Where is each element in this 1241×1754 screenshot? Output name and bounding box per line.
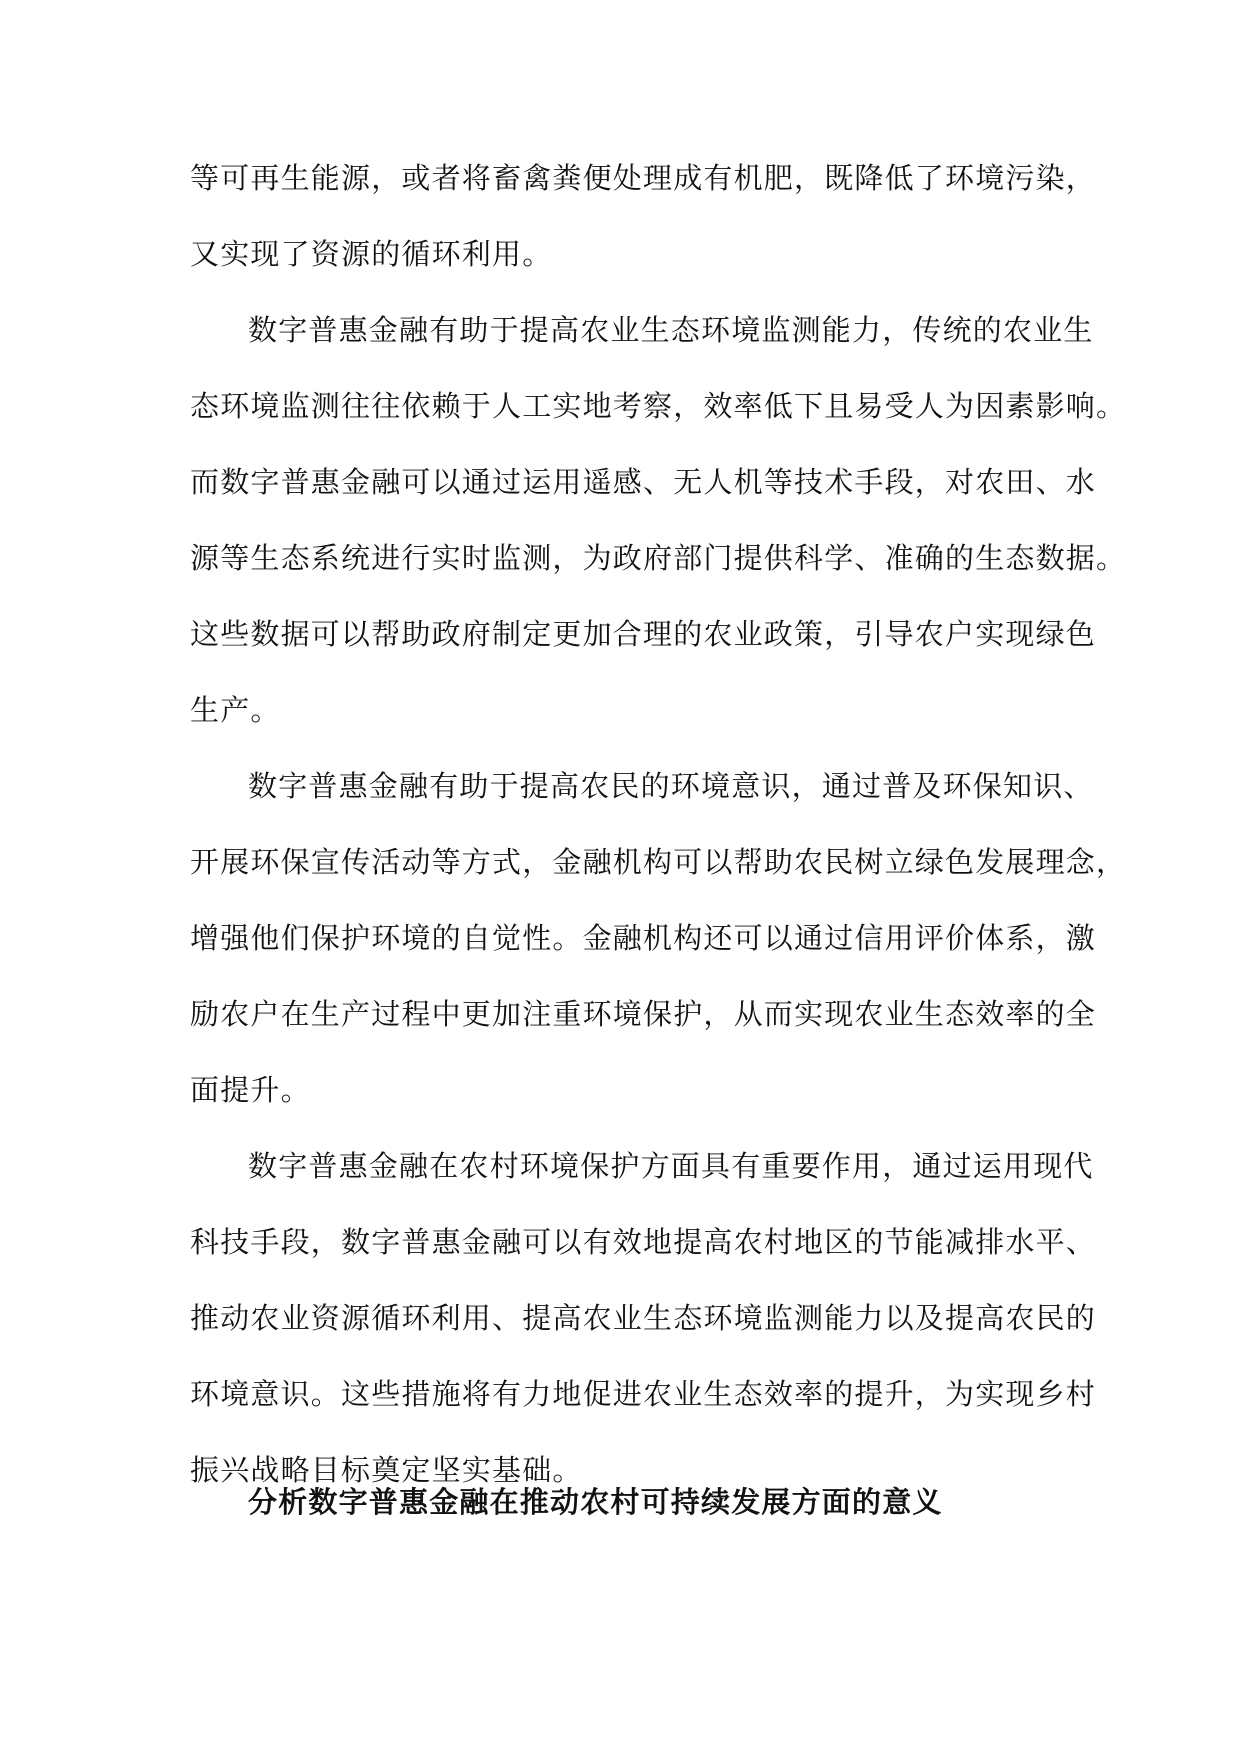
paragraph-line: 振兴战略目标奠定坚实基础。 — [190, 1453, 583, 1487]
paragraph-line: 环境意识。这些措施将有力地促进农业生态效率的提升，为实现乡村 — [190, 1377, 1097, 1411]
paragraph-line: 而数字普惠金融可以通过运用遥感、无人机等技术手段，对农田、水 — [190, 465, 1097, 499]
paragraph-line: 等可再生能源，或者将畜禽粪便处理成有机肥，既降低了环境污染， — [190, 161, 1097, 195]
paragraph-line: 开展环保宣传活动等方式，金融机构可以帮助农民树立绿色发展理念， — [190, 845, 1127, 879]
paragraph-line: 数字普惠金融有助于提高农民的环境意识，通过普及环保知识、 — [248, 769, 1094, 803]
section-heading: 分析数字普惠金融在推动农村可持续发展方面的意义 — [248, 1485, 943, 1519]
paragraph-line: 态环境监测往往依赖于人工实地考察，效率低下且易受人为因素影响。 — [190, 389, 1127, 423]
paragraph-line: 数字普惠金融在农村环境保护方面具有重要作用，通过运用现代 — [248, 1149, 1094, 1183]
paragraph-line: 生产。 — [190, 693, 281, 727]
paragraph-line: 数字普惠金融有助于提高农业生态环境监测能力，传统的农业生 — [248, 313, 1094, 347]
paragraph-line: 推动农业资源循环利用、提高农业生态环境监测能力以及提高农民的 — [190, 1301, 1097, 1335]
paragraph-line: 这些数据可以帮助政府制定更加合理的农业政策，引导农户实现绿色 — [190, 617, 1097, 651]
paragraph-line: 增强他们保护环境的自觉性。金融机构还可以通过信用评价体系，激 — [190, 921, 1097, 955]
body-text — [190, 140, 1127, 1508]
paragraph-line: 面提升。 — [190, 1073, 311, 1107]
paragraph-line: 又实现了资源的循环利用。 — [190, 237, 553, 271]
paragraph-line: 科技手段，数字普惠金融可以有效地提高农村地区的节能减排水平、 — [190, 1225, 1097, 1259]
paragraph-line: 励农户在生产过程中更加注重环境保护，从而实现农业生态效率的全 — [190, 997, 1097, 1031]
paragraph-line: 源等生态系统进行实时监测，为政府部门提供科学、准确的生态数据。 — [190, 541, 1127, 575]
